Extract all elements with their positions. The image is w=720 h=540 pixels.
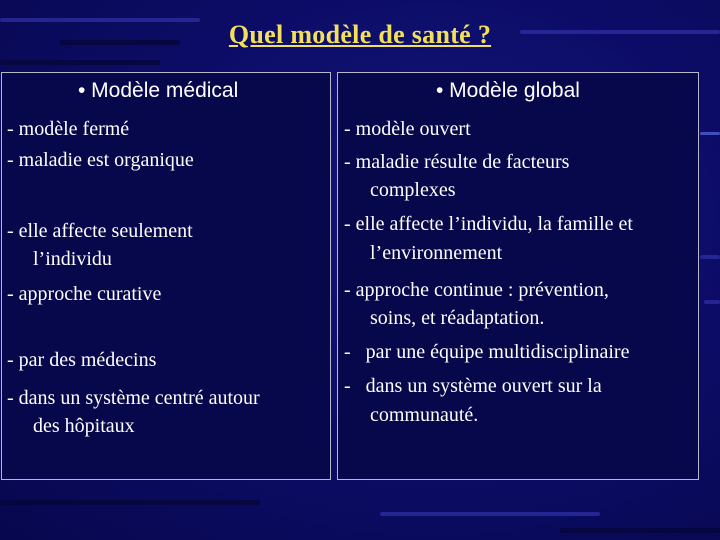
- decor-streak: [380, 512, 600, 516]
- left-line: - approche curative: [7, 283, 162, 305]
- left-line: - maladie est organique: [7, 149, 194, 171]
- left-line: - elle affecte seulement: [7, 220, 193, 242]
- right-line: complexes: [370, 179, 456, 201]
- right-line: l’environnement: [370, 242, 503, 264]
- slide-title: Quel modèle de santé ?: [228, 20, 492, 49]
- right-column-global-model: [337, 72, 699, 480]
- left-line: l’individu: [33, 248, 112, 270]
- left-heading: • Modèle médical: [78, 79, 239, 102]
- left-line: - par des médecins: [7, 349, 157, 371]
- right-line: soins, et réadaptation.: [370, 307, 545, 329]
- right-line: - par une équipe multidisciplinaire: [344, 341, 630, 363]
- decor-streak: [0, 60, 160, 65]
- right-line: - dans un système ouvert sur la: [344, 375, 602, 397]
- left-line: des hôpitaux: [33, 415, 135, 437]
- left-line: - dans un système centré autour: [7, 387, 260, 409]
- right-line: - maladie résulte de facteurs: [344, 151, 570, 173]
- right-heading: • Modèle global: [436, 79, 580, 102]
- left-column-medical-model: [1, 72, 331, 480]
- right-line: - elle affecte l’individu, la famille et: [344, 213, 633, 235]
- decor-streak: [0, 500, 260, 505]
- decor-streak: [704, 300, 720, 304]
- decor-streak: [560, 528, 720, 533]
- right-line: communauté.: [370, 404, 479, 426]
- right-line: - approche continue : prévention,: [344, 279, 609, 301]
- right-line: - modèle ouvert: [344, 118, 471, 140]
- decor-streak: [700, 132, 720, 135]
- left-line: - modèle fermé: [7, 118, 130, 140]
- decor-streak: [700, 255, 720, 259]
